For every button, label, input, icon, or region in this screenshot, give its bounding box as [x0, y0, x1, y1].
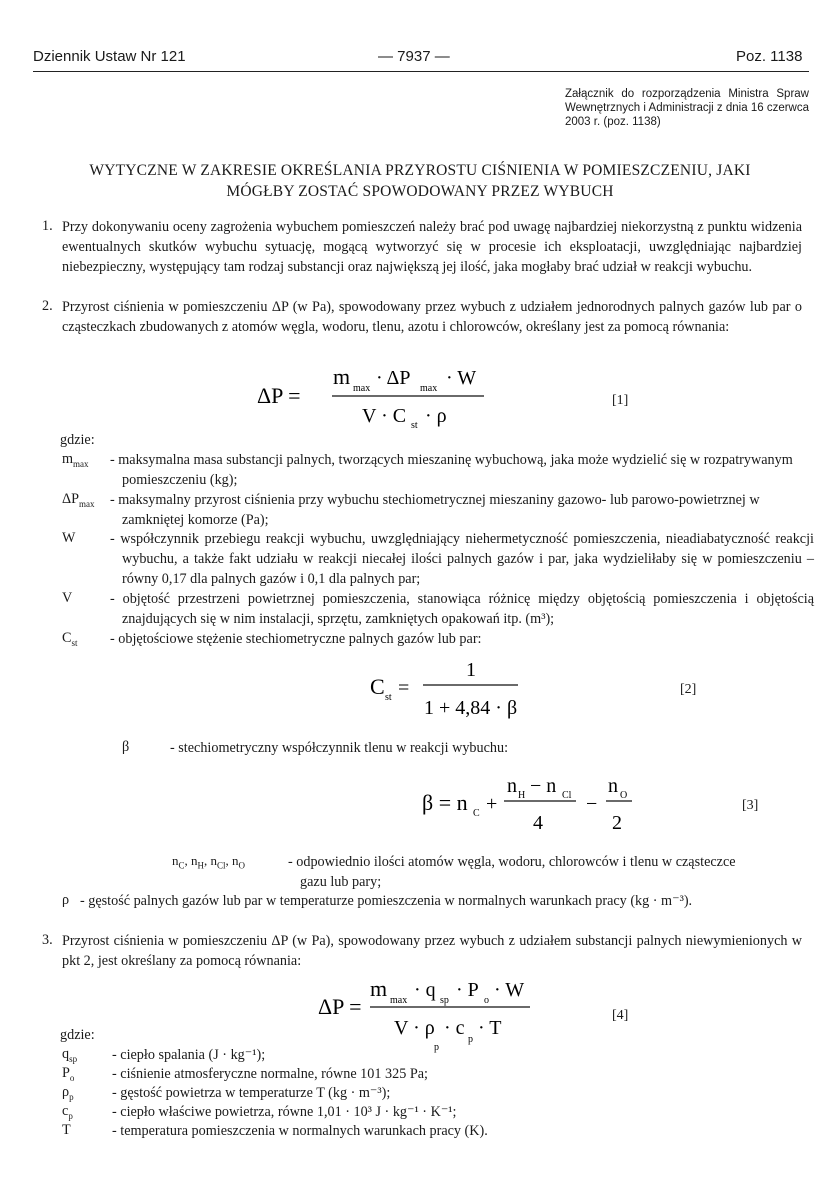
definition-c-p: - ciepło właściwe powietrza, równe 1,01 · 10³ J · kg⁻¹ · K⁻¹;	[112, 1104, 457, 1120]
definition-n-atoms: - odpowiednio ilości atomów węgla, wodoru, chlorowców i tlenu w cząsteczce gazu lub pary;	[288, 854, 736, 890]
svg-text:· T: · T	[478, 1017, 502, 1039]
svg-text:2: 2	[612, 812, 622, 834]
svg-text:C: C	[473, 808, 480, 819]
svg-text:· W: · W	[446, 367, 477, 389]
svg-text:n: n	[608, 775, 618, 797]
svg-text:m: m	[333, 364, 351, 389]
symbol-p-o: $P_o$	[62, 1065, 75, 1083]
definition-v: - objętość przestrzeni powietrznej pomieszczenia, stanowiąca różnicę między objętością pomieszczenia i objętością znajdujących się w nim instalacji, sprzętu, zamkniętych opakowań itp. (m³);	[110, 591, 814, 627]
equation-2-number: [2]	[680, 682, 697, 697]
definition-p-o: - ciśnienie atmosferyczne normalne, równe 101 325 Pa;	[112, 1066, 428, 1082]
symbol-c-st: $C_{st}$	[62, 630, 78, 648]
svg-text:st: st	[411, 420, 418, 431]
title-line-2: MÓGŁBY ZOSTAĆ SPOWODOWANY PRZEZ WYBUCH	[226, 183, 614, 200]
definition-beta: - stechiometryczny współczynnik tlenu w reakcji wybuchu:	[170, 740, 509, 756]
definition-rho: - gęstość palnych gazów lub par w temperaturze pomieszczenia w normalnych warunkach pracy (kg · m⁻³).	[80, 893, 693, 909]
definition-rho-p: - gęstość powietrza w temperaturze T (kg · m⁻³);	[112, 1085, 391, 1101]
item-3-text: Przyrost ciśnienia w pomieszczeniu ΔP (w Pa), spowodowany przez wybuch z udziałem substancji palnych niewymienionych w pkt 2, jest określany za pomocą równania:	[62, 933, 802, 969]
svg-text:O: O	[620, 790, 628, 801]
item-2-number: 2.	[42, 298, 53, 314]
svg-text:max: max	[420, 383, 438, 394]
svg-text:n: n	[507, 775, 517, 797]
symbol-delta-p-max: $\Delta P_{max}$	[62, 491, 95, 509]
definition-delta-p-max: - maksymalny przyrost ciśnienia przy wybuchu stechiometrycznej mieszaniny gazowo- lub parowo-powietrznej w zamkniętej komorze (Pa);	[110, 492, 760, 528]
svg-text:max: max	[390, 995, 408, 1006]
symbol-c-p: $c_p$	[62, 1103, 73, 1121]
annex-note: Załącznik do rozporządzenia Ministra Spraw Wewnętrznych i Administracji z dnia 16 czerwca 2003 r. (poz. 1138)	[565, 88, 809, 128]
symbol-rho: ρ	[62, 892, 70, 908]
svg-text:sp: sp	[440, 995, 449, 1006]
journal-title: Dziennik Ustaw Nr 121	[33, 48, 186, 65]
svg-text:V · ρ: V · ρ	[394, 1017, 435, 1039]
position-number: Poz. 1138	[736, 48, 803, 65]
svg-text:· ΔP: · ΔP	[376, 367, 411, 389]
svg-text:p: p	[434, 1042, 439, 1053]
svg-text:ΔP =: ΔP =	[318, 994, 362, 1019]
equation-1	[250, 360, 550, 436]
svg-text:st: st	[385, 692, 392, 703]
symbol-t: T	[62, 1122, 71, 1138]
symbol-beta: β	[122, 739, 130, 755]
svg-text:m: m	[370, 976, 388, 1001]
svg-text:4: 4	[533, 812, 543, 834]
svg-text:+: +	[486, 793, 498, 815]
item-1-text: Przy dokonywaniu oceny zagrożenia wybuchem pomieszczeń należy brać pod uwagę najbardziej niekorzystną z punktu widzenia ewentualnych skutków wybuchu sytuację, mogącą wytworzyć się w procesie ich eksploatacji, uwzględniając najbardziej niebezpieczny, występujący tam rodzaj substancji oraz największą jej ilość, jaka mogłaby brać udział w reakcji wybuchu.	[62, 219, 802, 275]
symbol-w: W	[62, 530, 76, 546]
svg-text:Cl: Cl	[562, 790, 572, 801]
symbol-m-max: $m_{max}$	[62, 451, 89, 469]
equation-3-number: [3]	[742, 798, 759, 813]
item-1-number: 1.	[42, 218, 53, 234]
equation-3	[418, 770, 668, 844]
where-label-2: gdzie:	[60, 1027, 95, 1043]
equation-4	[312, 972, 562, 1056]
definition-w: - współczynnik przebiegu reakcji wybuchu, uwzględniający niehermetyczność pomieszczenia, nieadiabatyczność reakcji wybuchu, a także fakt udziału w reakcji niecałej ilości palnych gazów i par, jaka wydzieliłaby się w pomieszczeniu – równy 0,17 dla palnych gazów i 0,1 dla palnych par;	[110, 531, 814, 587]
definition-t: - temperatura pomieszczenia w normalnych warunkach pracy (K).	[112, 1123, 488, 1139]
svg-text:−: −	[586, 793, 598, 815]
svg-text:H: H	[518, 790, 526, 801]
svg-text:· c: · c	[444, 1017, 465, 1039]
svg-text:max: max	[353, 383, 371, 394]
svg-text:1: 1	[466, 659, 476, 681]
symbol-q-sp: $q_{sp}$	[62, 1046, 78, 1064]
svg-text:C: C	[370, 674, 385, 699]
document-title	[40, 160, 800, 202]
item-2-text: Przyrost ciśnienia w pomieszczeniu ΔP (w Pa), spowodowany przez wybuch z udziałem jednorodnych palnych gazów lub par o cząsteczkach zbudowanych z atomów węgla, wodoru, tlenu, azotu i chlorowców, określany jest za pomocą równania:	[62, 299, 802, 335]
svg-text:· W: · W	[494, 979, 525, 1001]
item-3-number: 3.	[42, 932, 53, 948]
svg-text:V · C: V · C	[362, 405, 407, 427]
svg-text:· q: · q	[414, 979, 436, 1001]
svg-text:1 + 4,84 · β: 1 + 4,84 · β	[424, 697, 518, 719]
svg-text:· ρ: · ρ	[425, 405, 447, 427]
svg-text:− n: − n	[530, 775, 557, 797]
definition-q-sp: - ciepło spalania (J · kg⁻¹);	[112, 1047, 266, 1063]
equation-2	[368, 652, 568, 730]
equation-1-number: [1]	[612, 393, 629, 408]
symbol-rho-p: $\rho_p$	[62, 1084, 74, 1102]
svg-text:p: p	[468, 1034, 473, 1045]
symbol-n-atoms: $n_C$, $n_H$, $n_{Cl}$, $n_O$	[172, 853, 246, 871]
symbol-v: V	[62, 590, 73, 606]
header-rule	[33, 71, 809, 72]
svg-text:ΔP =: ΔP =	[257, 383, 301, 408]
where-label-1: gdzie:	[60, 432, 95, 448]
svg-text:β = n: β = n	[422, 790, 468, 815]
title-line-1: WYTYCZNE W ZAKRESIE OKREŚLANIA PRZYROSTU CIŚNIENIA W POMIESZCZENIU, JAKI	[89, 162, 751, 179]
page-number: — 7937 —	[378, 48, 450, 65]
definition-m-max: - maksymalna masa substancji palnych, tworzących mieszaninę wybuchową, jaka może wydzielić się w rozpatrywanym pomieszczeniu (kg);	[110, 452, 793, 488]
svg-text:o: o	[484, 995, 489, 1006]
svg-text:· P: · P	[456, 979, 479, 1001]
equation-4-number: [4]	[612, 1008, 629, 1023]
svg-text:=: =	[398, 677, 410, 699]
definition-c-st: - objętościowe stężenie stechiometryczne palnych gazów lub par:	[110, 631, 482, 647]
